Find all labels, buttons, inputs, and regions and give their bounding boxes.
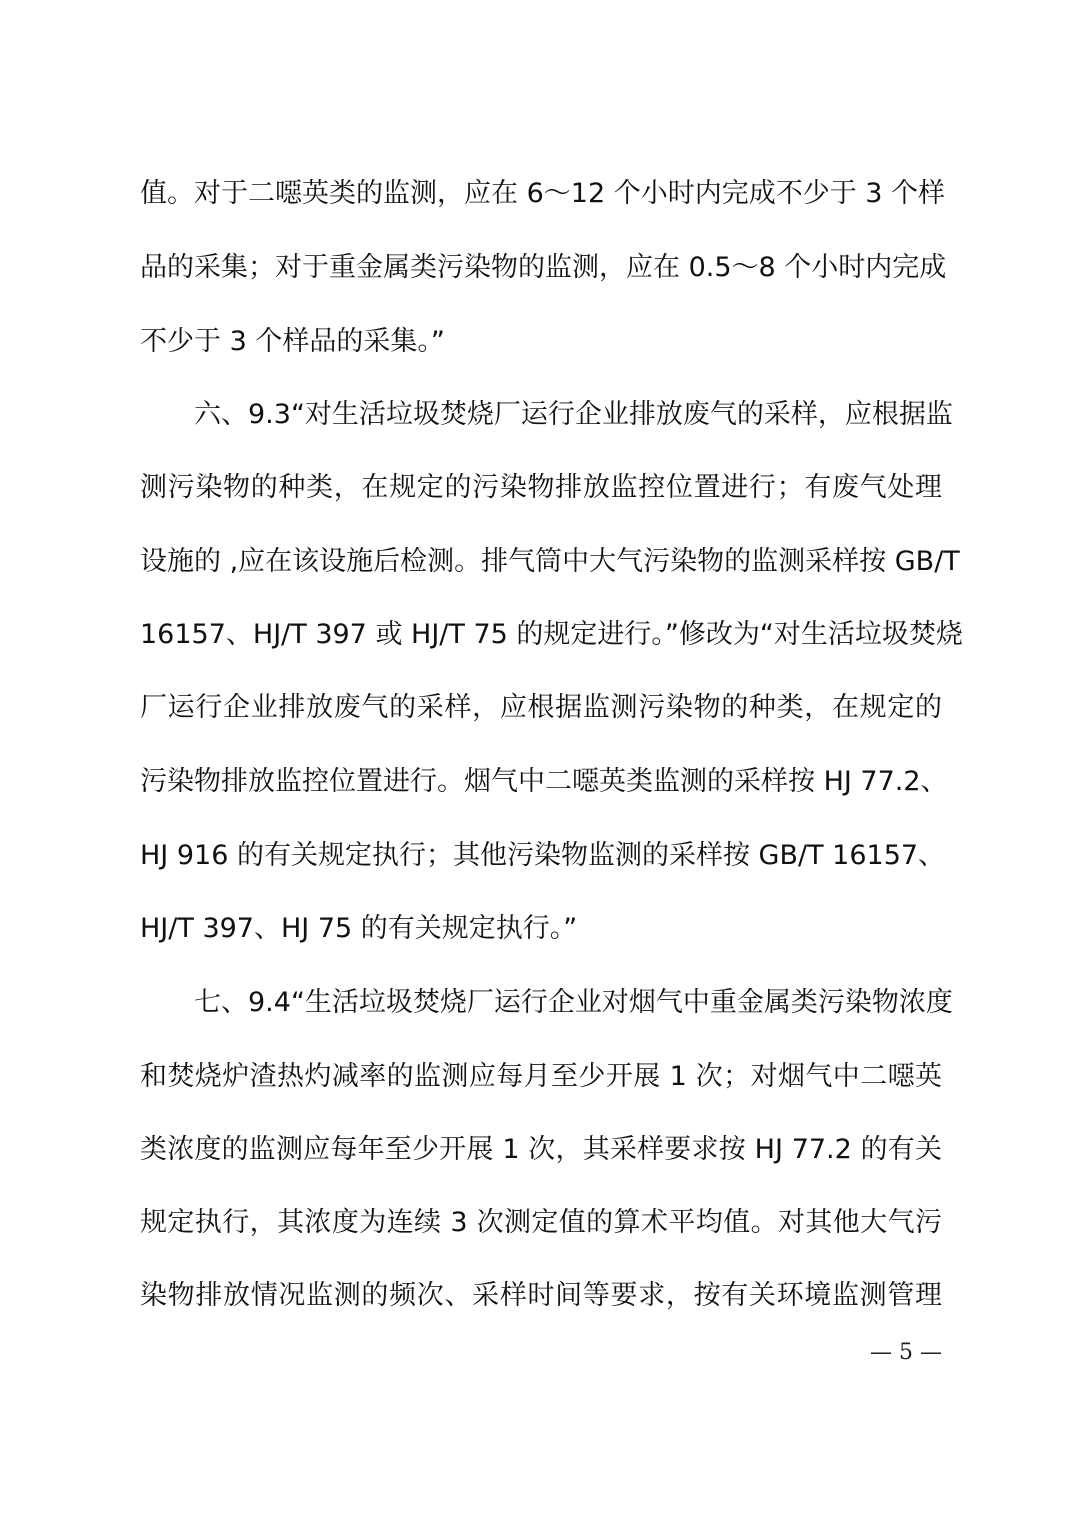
text-line: 类浓度的监测应每年至少开展 1 次，其采样要求按 HJ 77.2 的有关 (140, 1134, 942, 1165)
page-number: — 5 — (870, 1340, 942, 1365)
text-line: 规定执行，其浓度为连续 3 次测定值的算术平均值。对其他大气污 (140, 1207, 942, 1238)
text-line: HJ/T 397、HJ 75 的有关规定执行。” (140, 913, 578, 944)
text-line: 六、9.3“对生活垃圾焚烧厂运行企业排放废气的采样，应根据监 (194, 399, 953, 430)
text-line: 16157、HJ/T 397 或 HJ/T 75 的规定进行。”修改为“对生活垃圾焚烧 (140, 619, 963, 650)
text-line: 测污染物的种类，在规定的污染物排放监控位置进行；有废气处理 (140, 472, 942, 503)
text-line: 七、9.4“生活垃圾焚烧厂运行企业对烟气中重金属类污染物浓度 (194, 987, 953, 1018)
text-line: HJ 916 的有关规定执行；其他污染物监测的采样按 GB/T 16157、 (140, 840, 946, 871)
text-line: 厂运行企业排放废气的采样，应根据监测污染物的种类，在规定的 (140, 692, 942, 723)
text-line: 染物排放情况监测的频次、采样时间等要求，按有关环境监测管理 (140, 1280, 942, 1311)
text-line: 和焚烧炉渣热灼减率的监测应每月至少开展 1 次；对烟气中二噁英 (140, 1061, 942, 1092)
text-line: 设施的 ,应在该设施后检测。排气筒中大气污染物的监测采样按 GB/T (140, 546, 960, 577)
text-line: 污染物排放监控位置进行。烟气中二噁英类监测的采样按 HJ 77.2、 (140, 766, 948, 797)
text-line: 不少于 3 个样品的采集。” (140, 326, 445, 357)
text-line: 品的采集；对于重金属类污染物的监测，应在 0.5～8 个小时内完成 (140, 252, 947, 283)
text-line: 值。对于二噁英类的监测，应在 6～12 个小时内完成不少于 3 个样 (140, 178, 946, 209)
